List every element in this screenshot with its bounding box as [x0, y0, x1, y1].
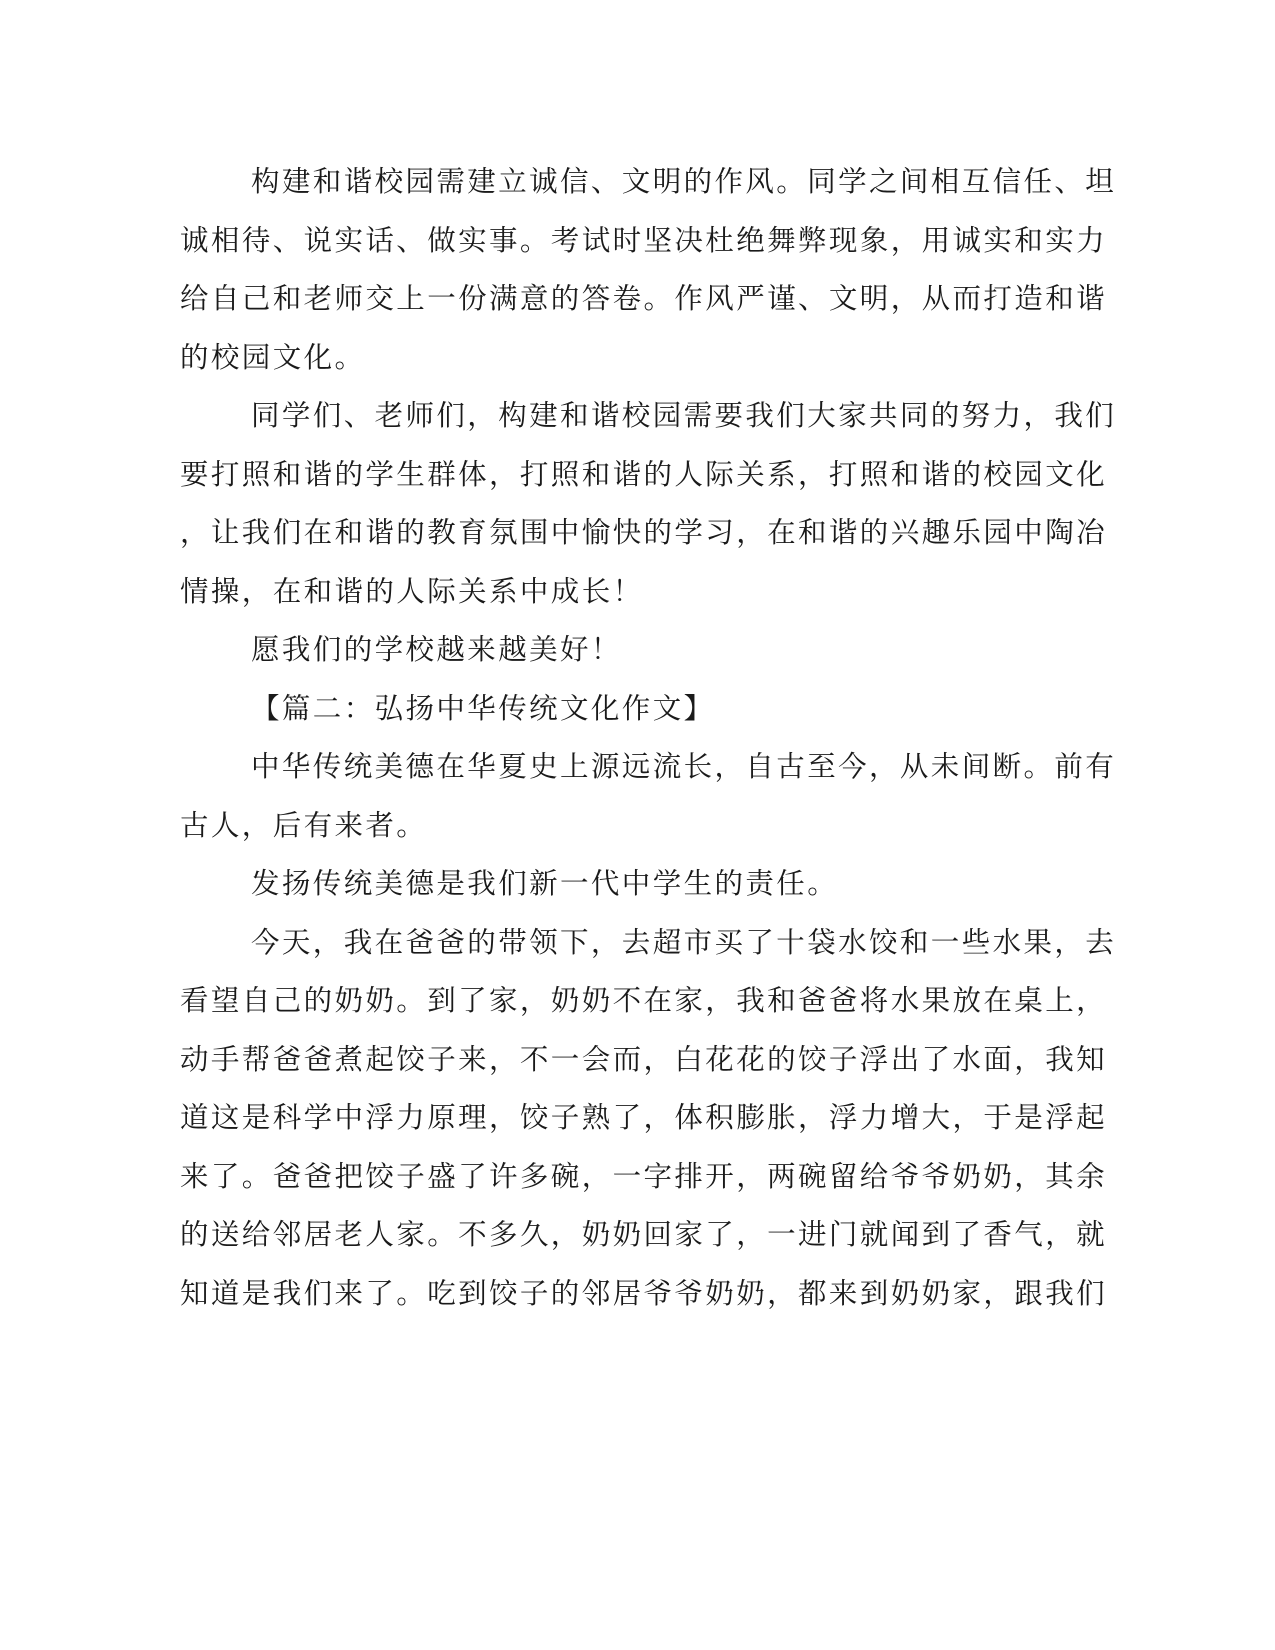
- paragraph-1-line-4: 的校园文化。: [180, 341, 366, 374]
- paragraph-1-line-3: 给自己和老师交上一份满意的答卷。作风严谨、文明，从而打造和谐: [180, 282, 1108, 315]
- paragraph-6-line-7: 知道是我们来了。吃到饺子的邻居爷爷奶奶，都来到奶奶家，跟我们: [180, 1277, 1108, 1310]
- paragraph-2-line-3: ，让我们在和谐的教育氛围中愉快的学习，在和谐的兴趣乐园中陶冶: [180, 516, 1108, 549]
- paragraph-6-line-4: 道这是科学中浮力原理，饺子熟了，体积膨胀，浮力增大，于是浮起: [180, 1101, 1108, 1134]
- paragraph-5-line-1: 发扬传统美德是我们新一代中学生的责任。: [251, 867, 839, 900]
- paragraph-1-line-1: 构建和谐校园需建立诚信、文明的作风。同学之间相互信任、坦: [251, 165, 1117, 198]
- paragraph-3-line-1: 愿我们的学校越来越美好！: [251, 633, 622, 666]
- paragraph-6-line-5: 来了。爸爸把饺子盛了许多碗，一字排开，两碗留给爷爷奶奶，其余: [180, 1160, 1108, 1193]
- paragraph-6-line-1: 今天，我在爸爸的带领下，去超市买了十袋水饺和一些水果，去: [251, 926, 1117, 959]
- paragraph-2-line-2: 要打照和谐的学生群体，打照和谐的人际关系，打照和谐的校园文化: [180, 458, 1108, 491]
- paragraph-2-line-4: 情操，在和谐的人际关系中成长！: [180, 575, 644, 608]
- section-heading: 【篇二：弘扬中华传统文化作文】: [251, 692, 715, 725]
- paragraph-2-line-1: 同学们、老师们，构建和谐校园需要我们大家共同的努力，我们: [251, 399, 1117, 432]
- paragraph-1-line-2: 诚相待、说实话、做实事。考试时坚决杜绝舞弊现象，用诚实和实力: [180, 224, 1108, 257]
- paragraph-4-line-1: 中华传统美德在华夏史上源远流长，自古至今，从未间断。前有: [251, 750, 1117, 783]
- paragraph-6-line-2: 看望自己的奶奶。到了家，奶奶不在家，我和爸爸将水果放在桌上，: [180, 984, 1108, 1017]
- paragraph-4-line-2: 古人，后有来者。: [180, 809, 428, 842]
- paragraph-6-line-3: 动手帮爸爸煮起饺子来，不一会而，白花花的饺子浮出了水面，我知: [180, 1043, 1108, 1076]
- paragraph-6-line-6: 的送给邻居老人家。不多久，奶奶回家了，一进门就闻到了香气，就: [180, 1218, 1108, 1251]
